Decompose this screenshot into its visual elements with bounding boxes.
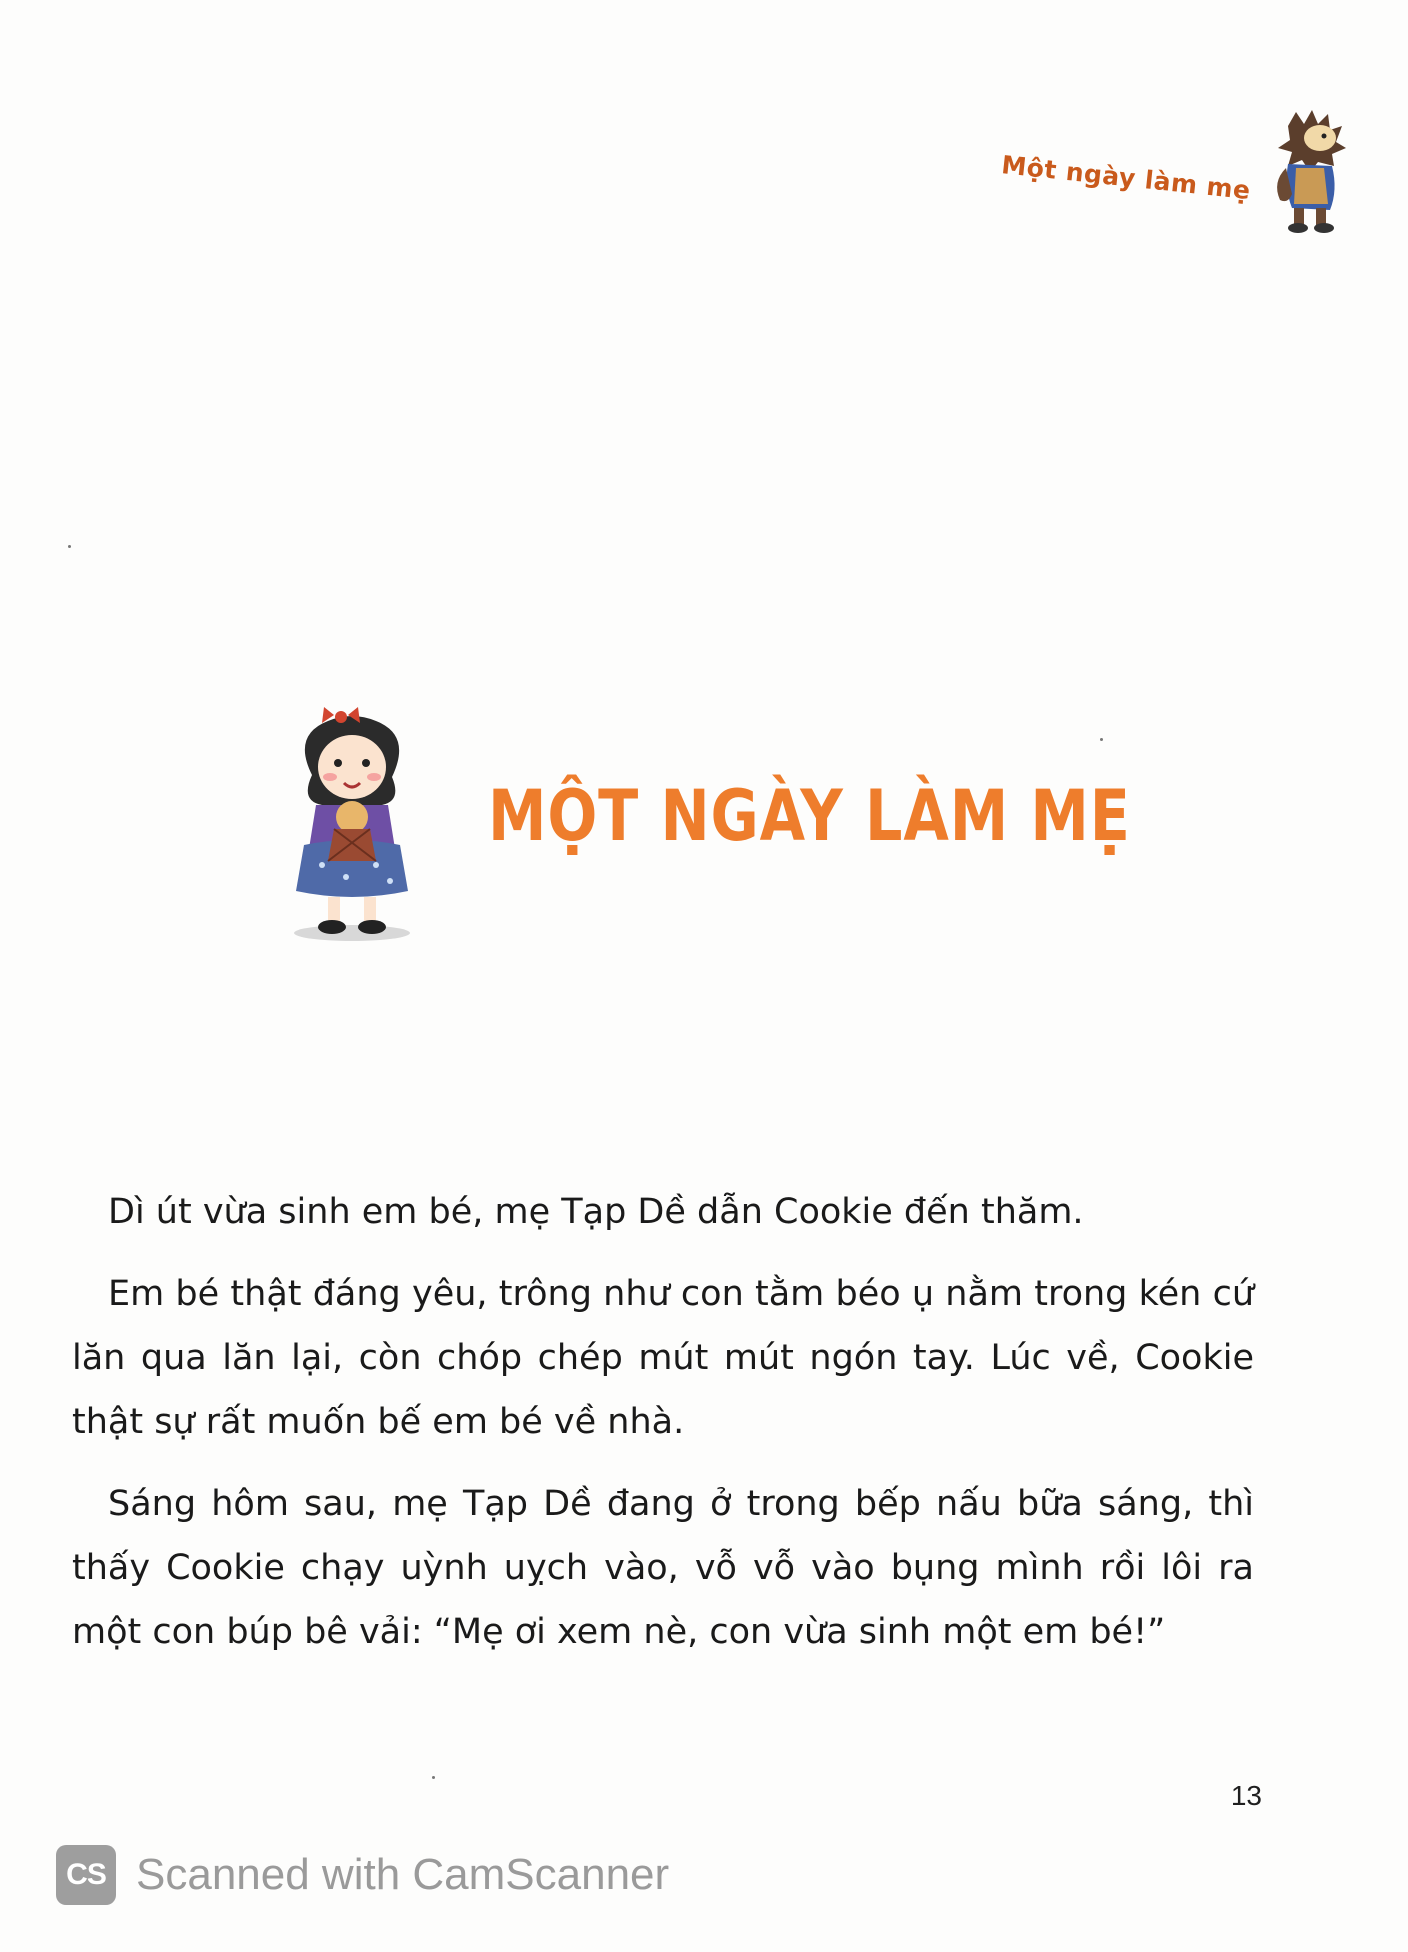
scan-speck xyxy=(432,1776,435,1779)
story-paragraph: Em bé thật đáng yêu, trông như con tằm béo ụ nằm trong kén cứ lăn qua lăn lại, còn chóp chép mút mút ngón tay. Lúc về, Cookie thật sự rất muốn bế em bé về nhà. xyxy=(72,1274,1254,1442)
camscanner-logo-icon: CS xyxy=(56,1845,116,1905)
page-number: 13 xyxy=(1230,1780,1262,1811)
story-paragraph: Dì út vừa sinh em bé, mẹ Tạp Dề dẫn Cookie đến thăm. xyxy=(108,1192,1084,1232)
scan-speck xyxy=(68,545,71,548)
story-paragraph: Sáng hôm sau, mẹ Tạp Dề đang ở trong bếp nấu bữa sáng, thì thấy Cookie chạy uỳnh uỵch vào, vỗ vỗ vào bụng mình rồi lôi ra một con búp bê vải: “Mẹ ơi xem nè, con vừa sinh một em bé!” xyxy=(72,1484,1254,1652)
chapter-title: MỘT NGÀY LÀM MẸ xyxy=(488,775,1131,857)
running-header-title: Một ngày làm mẹ xyxy=(1000,150,1252,206)
scan-speck xyxy=(1100,738,1103,741)
girl-with-doll-illustration xyxy=(272,705,430,945)
camscanner-watermark xyxy=(56,1840,669,1910)
hedgehog-mother-illustration xyxy=(1258,108,1358,238)
watermark-text: Scanned with CamScanner xyxy=(136,1850,670,1899)
story-body xyxy=(72,1180,1254,1682)
